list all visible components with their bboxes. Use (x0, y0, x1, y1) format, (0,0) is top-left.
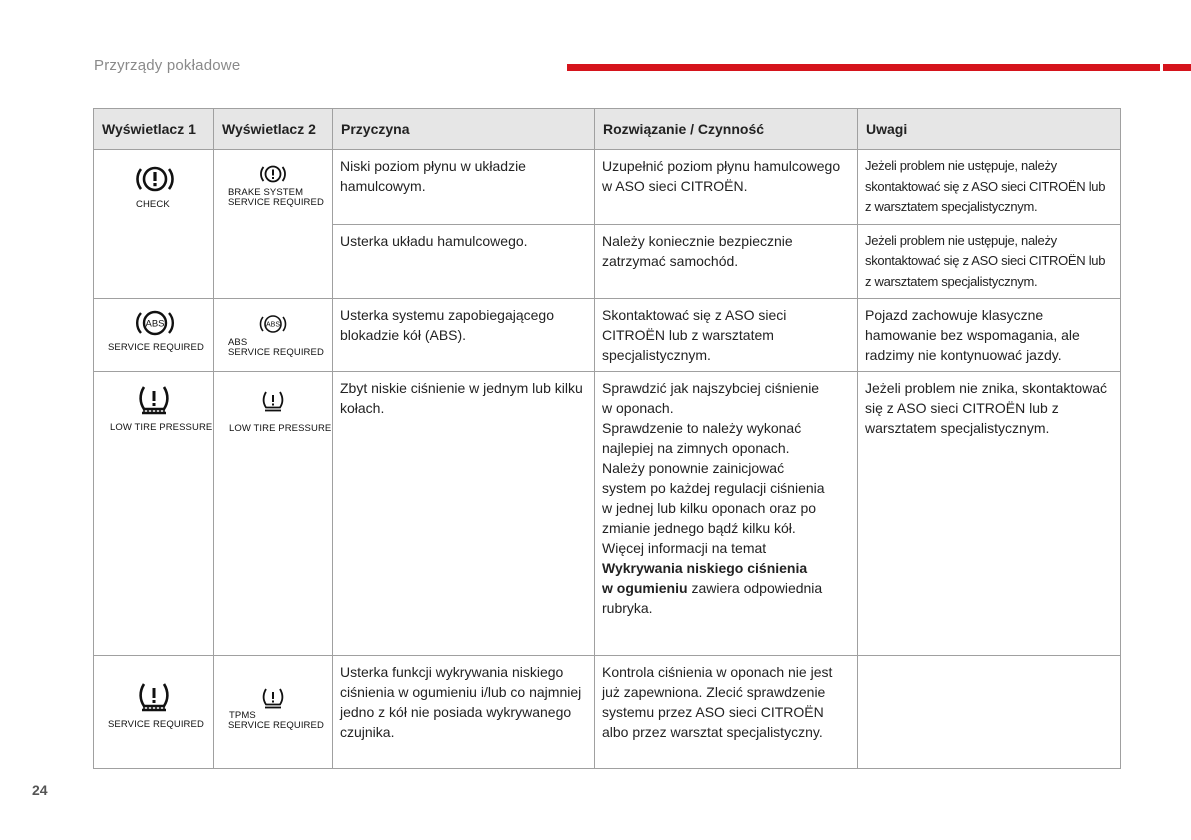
header-accent-bar (567, 64, 1191, 71)
display1-cell (94, 299, 214, 372)
action-line: w jednej lub kilku oponach oraz po (602, 500, 817, 516)
action-line: Sprawdzenie to należy wykonać (602, 420, 802, 436)
action-line: Sprawdzić jak najszybciej ciśnienie (602, 380, 820, 396)
column-header-cause: Przyczyna (333, 109, 595, 150)
lamp-caption: SERVICE REQUIRED (108, 342, 204, 353)
tire-pressure-icon (137, 680, 171, 714)
display2-cell (214, 656, 333, 769)
action-cell: Uzupełnić poziom płynu hamulcowego w ASO sieci CITROËN. (595, 150, 858, 225)
tire-pressure-icon (137, 383, 171, 417)
cause-cell: Zbyt niskie ciśnienie w jednym lub kilku kołach. (333, 372, 595, 656)
brake-system-lamp (258, 162, 288, 186)
cause-cell: Usterka funkcji wykrywania niskiego ciśnienia w ogumieniu i/lub co najmniej jedno z kół nie posiada wykrywanego czujnika. (333, 656, 595, 769)
warning-lights-table (93, 108, 1121, 769)
table-header-row (94, 109, 1121, 150)
cause-cell: Usterka układu hamulcowego. (333, 224, 595, 299)
tpms-warning-lamp (137, 680, 171, 714)
display2-cell (214, 372, 333, 656)
notes-cell: Pojazd zachowuje klasyczne hamowanie bez wspomagania, ale radzimy nie kontynuować jazdy. (858, 299, 1121, 372)
abs-icon (135, 307, 175, 339)
abs-warning-lamp (135, 307, 175, 339)
abs-system-lamp (258, 312, 288, 336)
tire-pressure-icon (261, 686, 285, 710)
action-reference-bold: w ogumieniu (602, 580, 688, 596)
tpms-system-lamp (261, 686, 285, 710)
table-row (94, 150, 1121, 225)
abs-icon (258, 312, 288, 336)
abs-icon-text: ABS (265, 321, 281, 329)
abs-icon-text: ABS (145, 318, 165, 330)
action-cell: Kontrola ciśnienia w oponach nie jest już zapewniona. Zlecić sprawdzenie systemu przez ASO sieci CITROËN albo przez warsztat specjalistyczny. (595, 656, 858, 769)
column-header-display2: Wyświetlacz 2 (214, 109, 333, 150)
table-row (94, 656, 1121, 769)
action-line: w oponach. (602, 400, 674, 416)
exclamation-circle-icon (258, 162, 288, 186)
action-cell: Skontaktować się z ASO sieci CITROËN lub z warsztatem specjalistycznym. (595, 299, 858, 372)
display1-cell (94, 372, 214, 656)
action-cell (595, 372, 858, 656)
notes-cell: Jeżeli problem nie ustępuje, należy skontaktować się z ASO sieci CITROËN lub z warsztatem specjalistycznym. (858, 150, 1121, 225)
lamp-caption-line2: SERVICE REQUIRED (228, 720, 324, 731)
section-title: Przyrządy pokładowe (94, 57, 241, 74)
table-row (94, 372, 1121, 656)
exclamation-circle-icon (135, 162, 175, 196)
action-line: zmianie jednego bądź kilku kół. (602, 520, 796, 536)
display1-cell (94, 150, 214, 299)
lamp-caption: SERVICE REQUIRED (108, 719, 204, 730)
lamp-caption-line2: SERVICE REQUIRED (228, 347, 324, 358)
lamp-caption-line1: LOW TIRE PRESSURE (229, 423, 332, 434)
action-line: Więcej informacji na temat (602, 540, 767, 556)
action-line: rubryka. (602, 600, 653, 616)
lamp-caption-line1: BRAKE SYSTEM (228, 187, 304, 198)
table-row (94, 299, 1121, 372)
tire-pressure-icon (261, 389, 285, 413)
action-cell: Należy koniecznie bezpiecznie zatrzymać samochód. (595, 224, 858, 299)
display1-cell (94, 656, 214, 769)
action-line: najlepiej na zimnych oponach. (602, 440, 790, 456)
lamp-caption: LOW TIRE PRESSURE (110, 422, 213, 433)
column-header-display1: Wyświetlacz 1 (94, 109, 214, 150)
action-line: system po każdej regulacji ciśnienia (602, 480, 825, 496)
notes-cell (858, 656, 1121, 769)
column-header-action: Rozwiązanie / Czynność (595, 109, 858, 150)
tire-pressure-warning-lamp (137, 383, 171, 417)
action-line: zawiera odpowiednia (687, 580, 823, 596)
cause-cell: Niski poziom płynu w układzie hamulcowym. (333, 150, 595, 225)
lamp-caption-line1: TPMS (229, 710, 256, 721)
column-header-notes: Uwagi (858, 109, 1121, 150)
lamp-caption: CHECK (136, 199, 170, 210)
header-accent-gap (1160, 64, 1163, 71)
notes-cell: Jeżeli problem nie ustępuje, należy skontaktować się z ASO sieci CITROËN lub z warsztatem specjalistycznym. (858, 224, 1121, 299)
notes-cell: Jeżeli problem nie znika, skontaktować się z ASO sieci CITROËN lub z warsztatem specjalistycznym. (858, 372, 1121, 656)
lamp-caption-line2: SERVICE REQUIRED (228, 197, 324, 208)
lamp-caption-line1: ABS (228, 337, 248, 348)
action-reference-bold: Wykrywania niskiego ciśnienia (602, 560, 808, 576)
page-number: 24 (32, 782, 48, 798)
brake-warning-lamp (135, 162, 175, 196)
action-line: Należy ponownie zainicjować (602, 460, 785, 476)
cause-cell: Usterka systemu zapobiegającego blokadzie kół (ABS). (333, 299, 595, 372)
tire-pressure-system-lamp (261, 389, 285, 413)
display2-cell (214, 150, 333, 299)
display2-cell (214, 299, 333, 372)
